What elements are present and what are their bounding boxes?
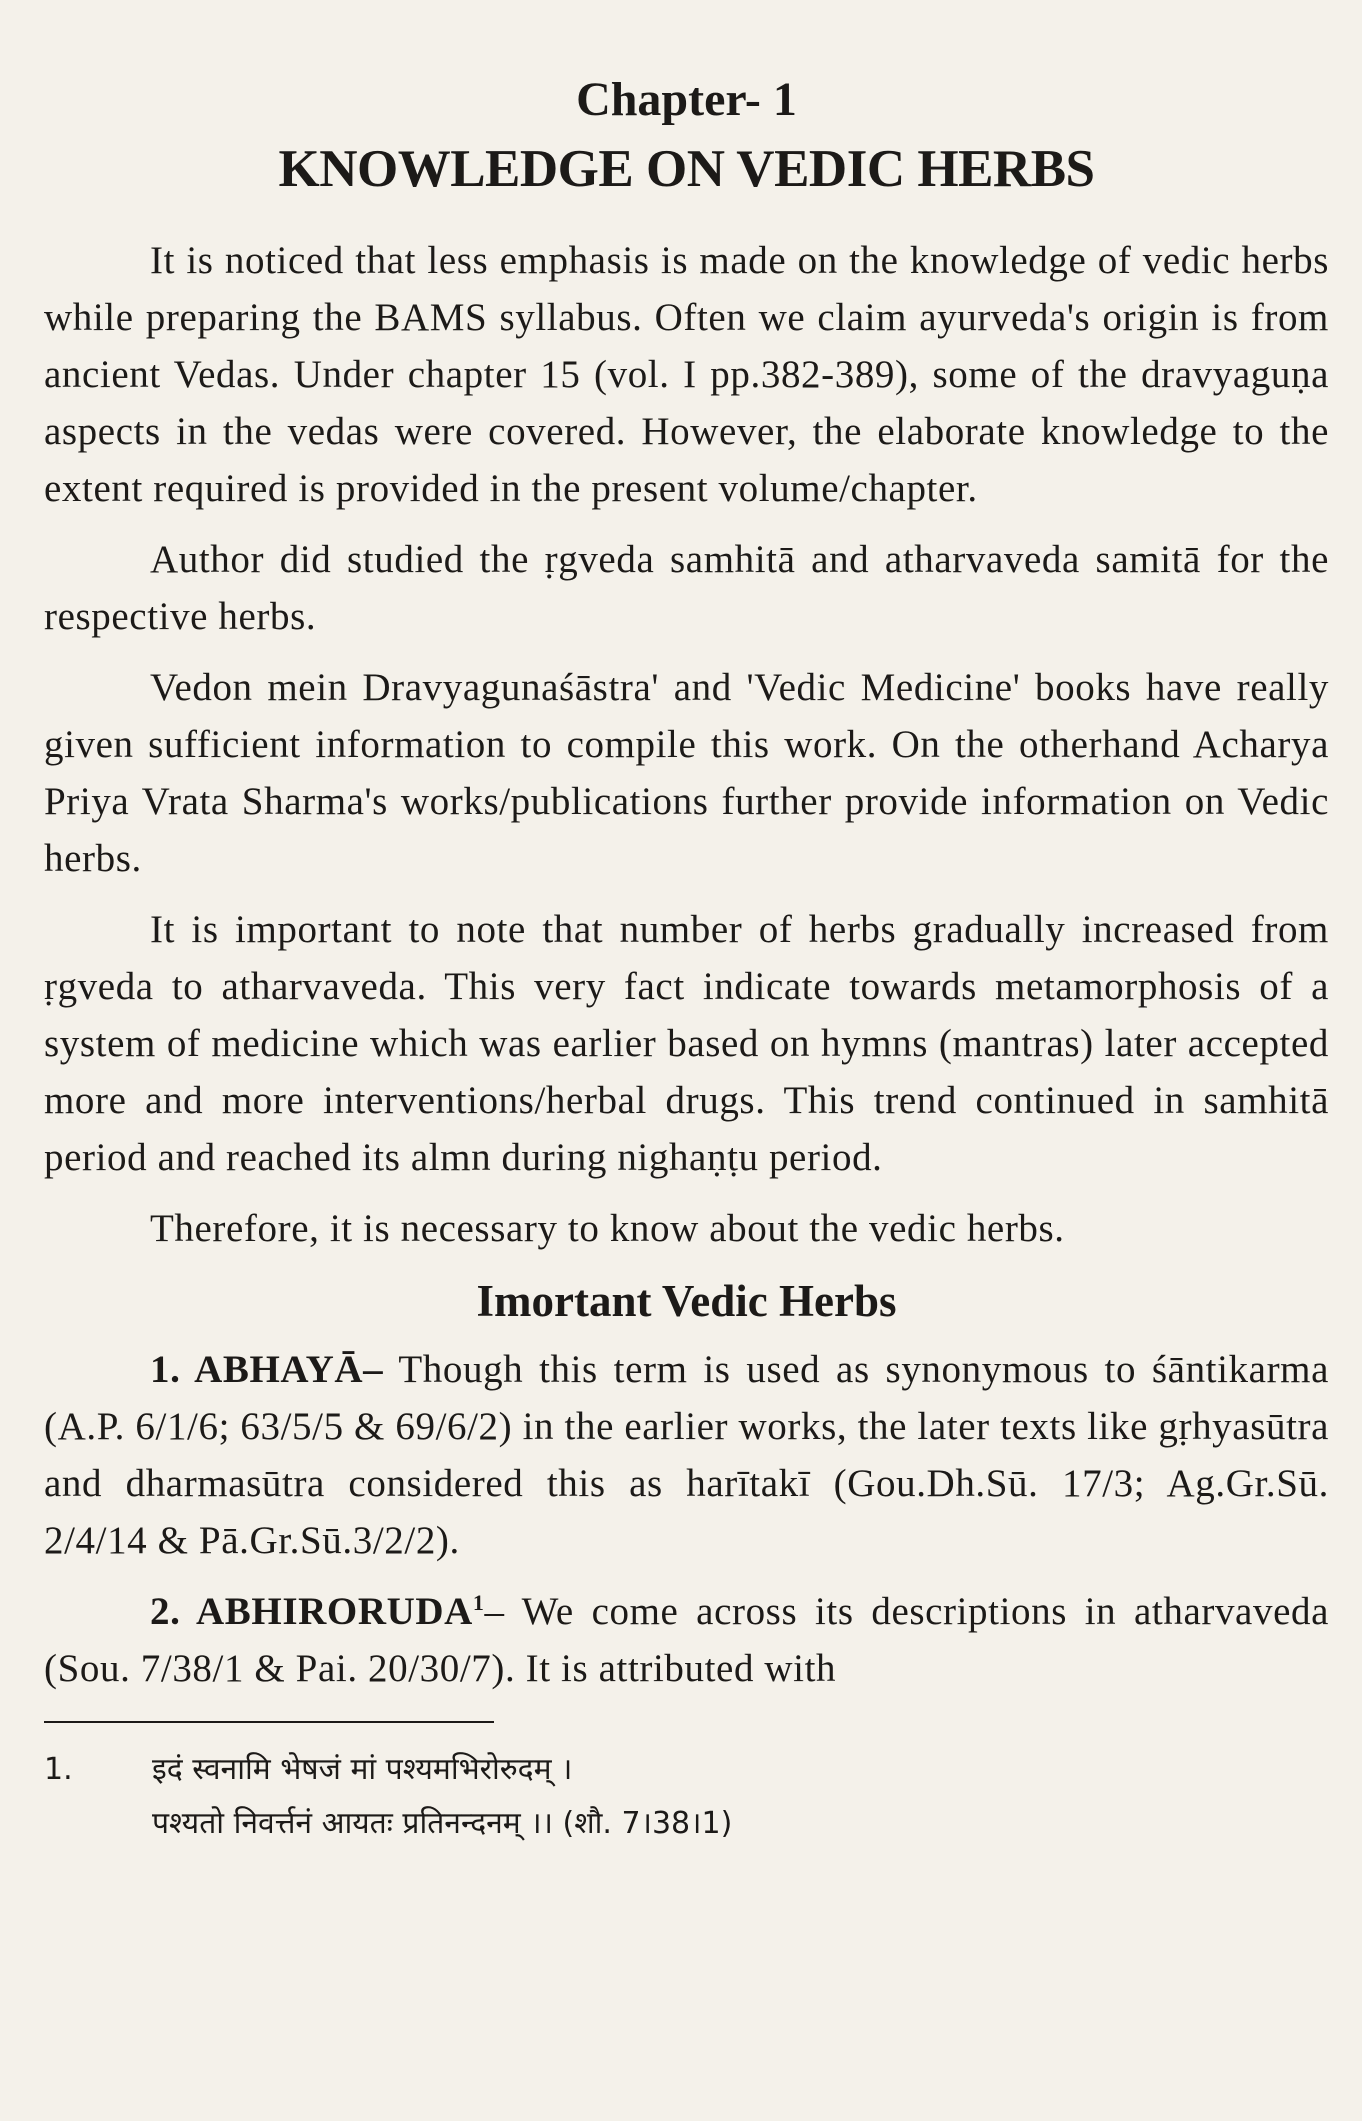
footnote-divider [44,1721,494,1723]
paragraph-herb-growth: It is important to note that number of herbs gradually increased from ṛgveda to atharvaveda. This very fact indicate towards metamorphosis of a system of medicine which was earlier based on hymns (mantras) later accepted more and more interventions/herbal drugs. This trend continued in samhitā period and reached its almn during nighaṇṭu period. [44,908,1329,1179]
herb-description: – We come across its descriptions in atharvaveda (Sou. 7/38/1 & Pai. 20/30/7). It is attributed with [44,1590,1329,1690]
herb-term [150,1590,485,1633]
footnote [44,1743,1329,1851]
chapter-label: Chapter- 1 [576,73,797,126]
paragraph-sources: Vedon mein Dravyagunaśāstra' and 'Vedic Medicine' books have really given sufficient information to compile this work. On the otherhand Acharya Priya Vrata Sharma's works/publications further provide information on Vedic herbs. [44,666,1329,880]
chapter-title: KNOWLEDGE ON VEDIC HERBS [278,140,1095,198]
herb-entry-abhaya [44,1341,1329,1569]
section-heading: Imortant Vedic Herbs [476,1276,897,1326]
paragraph-conclusion: Therefore, it is necessary to know about the vedic herbs. [150,1207,1065,1250]
paragraph-intro: It is noticed that less emphasis is made on the knowledge of vedic herbs while preparing the BAMS syllabus. Often we claim ayurveda's origin is from ancient Vedas. Under chapter 15 (vol. I pp.382-389), some of the dravyaguṇa aspects in the vedas were covered. However, the elaborate knowledge to the extent required is provided in the present volume/chapter. [44,239,1329,510]
footnote-number: 1. [44,1752,73,1787]
herb-description: Though this term is used as synonymous to śāntikarma (A.P. 6/1/6; 63/5/5 & 69/6/2) in the earlier works, the later texts like gṛhyasūtra and dharmasūtra considered this as harītakī (Gou.Dh.Sū. 17/3; Ag.Gr.Sū. 2/4/14 & Pā.Gr.Sū.3/2/2). [44,1348,1329,1562]
herb-entry-abhiroruda [44,1583,1329,1697]
footnote-reference: 1 [472,1590,485,1615]
footnote-verse-line-1: इदं स्वनामि भेषजं मां पश्यमभिरोरुदम् । [152,1752,573,1787]
herb-term: 1. ABHAYĀ– [150,1348,384,1391]
book-page [44,70,1329,1851]
footnote-verse-line-2: पश्यतो निवर्त्तनं आयतः प्रतिनन्दनम् ।। (शौ. 7।38।1) [152,1806,733,1841]
herb-term-text: 2. ABHIRORUDA [150,1590,473,1633]
paragraph-author-study: Author did studied the ṛgveda samhitā and atharvaveda samitā for the respective herbs. [44,538,1329,638]
